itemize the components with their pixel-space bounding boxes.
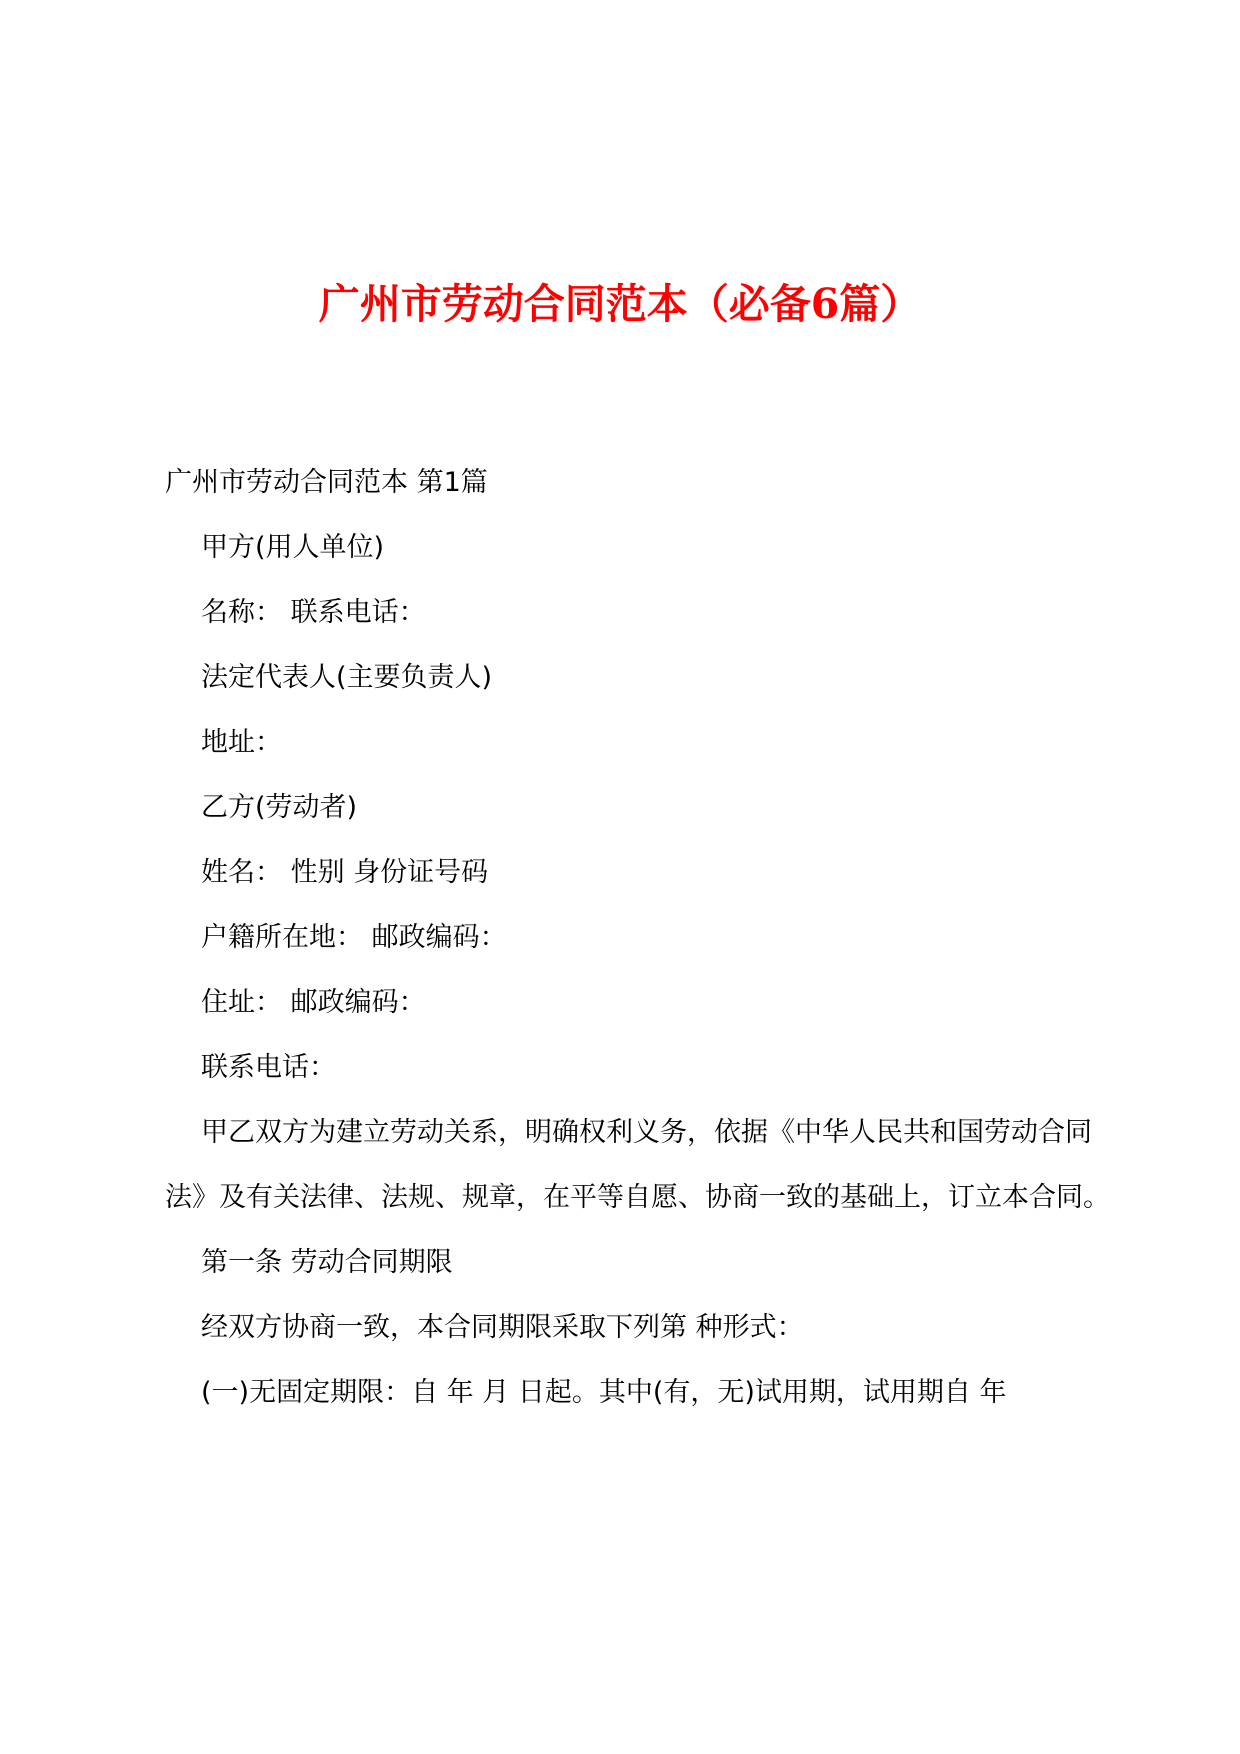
article-1-item-1: (一)无固定期限：自 年 月 日起。其中(有，无)试用期，试用期自 年 [201,1377,1007,1408]
section-heading: 广州市劳动合同范本 第1篇 [165,467,488,498]
party-a-legal-rep: 法定代表人(主要负责人) [201,662,493,693]
article-1-text: 经双方协商一致，本合同期限采取下列第 种形式： [201,1312,804,1343]
party-a-label: 甲方(用人单位) [201,532,385,563]
party-a-name-phone: 名称： 联系电话： [201,597,426,628]
preamble-paragraph: 甲乙双方为建立劳动关系，明确权利义务，依据《中华人民共和国劳动合同法》及有关法律、法规、规章，在平等自愿、协商一致的基础上，订立本合同。 [165,1117,1110,1213]
party-b-label: 乙方(劳动者) [201,792,358,823]
party-b-name-gender-id: 姓名： 性别 身份证号码 [201,857,489,888]
party-b-phone: 联系电话： [201,1052,336,1083]
document-title: 广州市劳动合同范本（必备6篇） [318,280,922,328]
party-b-household-postcode: 户籍所在地： 邮政编码： [201,922,507,953]
party-b-residence-postcode: 住址： 邮政编码： [201,987,426,1018]
party-a-address: 地址： [201,727,282,758]
article-1-heading: 第一条 劳动合同期限 [201,1247,453,1278]
document-body [165,450,1125,1425]
